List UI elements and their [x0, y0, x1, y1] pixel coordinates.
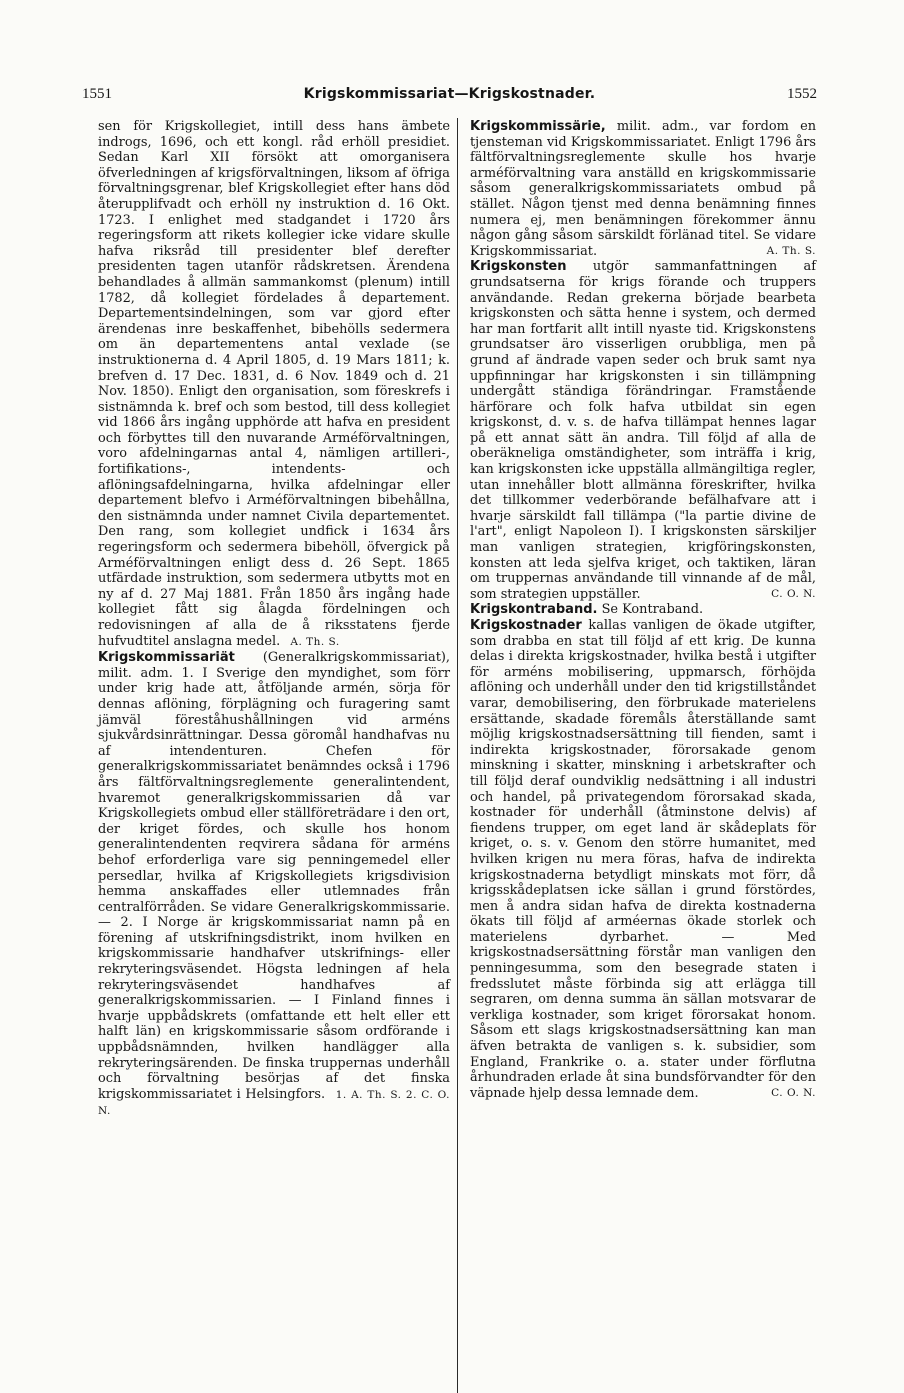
entry-headword: Krigskostnader — [470, 618, 582, 633]
continuation-body: sen för Krigskollegiet, intill dess hans ämbete indrogs, 1696, och ett kongl. råd erhöll presidiet. Sedan Karl XII försökt att omorganisera öfverledningen af krigsförvaltningen, liksom af öfriga förvaltningsgrenar, blef Krigskollegiet efter hans död återupplifvadt och erhöll ny instruktion d. 16 Okt. 1723. I enlighet med stadgandet i 1720 års regeringsform att rikets kollegier icke vidare skulle hafva riksråd till presidenter blef derefter presidenten tagen utanför rådskretsen. Ärendena behandlades å allmän sammankomst (plenum) intill 1782, då kollegiet fördelades å departement. Departementsindelningen, som var gjord efter ärendenas inre beskaffenhet, bibehölls sedermera om än departementens antal vexlade (se instruktionerna d. 4 April 1805, d. 19 Mars 1811; k. brefven d. 17 Dec. 1831, d. 6 Nov. 1849 och d. 21 Nov. 1850). Enligt den organisation, som föreskrefs i sistnämnda k. bref och som bestod, till dess kollegiet vid 1866 års ingång upphörde att hafva en president och förbyttes till den nuvarande Arméförvaltningen, voro afdelningarnas antal 4, nämligen artilleri-, fortifikations-, intendents- och aflöningsafdelningarna, hvilka afdelningar eller departement blefvo i Arméförvaltningen bibehållna, den sistnämnda under namnet Civila departementet. Den rang, som kollegiet undfick i 1634 års regeringsform och sedermera bibehöll, öfvergick på Arméförvaltningen enligt dess d. 26 Sept. 1865 utfärdade instruktion, som sedermera utbytts mot en ny af d. 27 Maj 1881. Från 1850 års ingång hade kollegiet fått sig ålagda fördelningen och redovisningen af alla de å riksstatens fjerde hufvudtitel anslagna medel. — [98, 119, 450, 649]
entry-body: milit. adm., var fordom en tjensteman vid Krigskommissariatet. Enligt 1796 års fältförvaltningsreglemente skulle hos hvarje arméförvaltning vara anställd en krigskommissarie såsom generalkrigskommissariatets ombud på stället. Någon tjenst med denna benämning finnes numera ej, men benämningen förekommer ännu någon gång såsom särskildt förlänad titel. Se vidare Krigskommissariat. — [470, 119, 816, 259]
entry-krigskommissarie — [470, 119, 816, 259]
signature: C. O. N. — [771, 1086, 816, 1099]
entry-krigskonsten — [470, 259, 816, 602]
entry-body: Se Kontraband. — [601, 602, 704, 618]
left-column — [98, 119, 450, 1120]
entry-krigskontraband — [470, 602, 816, 618]
entry-krigskostnader — [470, 618, 816, 1101]
page-header — [82, 86, 817, 108]
signature: 1. A. Th. S. 2. C. O. N. — [98, 1088, 450, 1118]
entry-headword: Krigskontraband. — [470, 602, 598, 618]
entry-body: (Generalkrigskommissariat), milit. adm. 1. I Sverige den myndighet, som förr under krig hade att, åtföljande armén, sörja för dennas aflöning, förplägning och furagering samt jämväl föreståhushållningen vid arméns sjukvårdsinrättningar. Dessa göromål handhafvas nu af intendenturen. Chefen för generalkrigskommissariatet benämndes också i 1796 års fältförvaltningsreglemente generalintendent, hvaremot generalkrigskommissarien då var Krigskollegiets ombud eller ställföreträdare i den ort, der kriget fördes, och skulle hos honom generalintendenten reqvirera sådana för arméns behof erforderliga vare sig penningemedel eller persedlar, hvilka af Krigskollegiets krigsdivision hemma anskaffades eller utlemnades från centralförråden. Se vidare Generalkrigskommissarie. — 2. I Norge är krigskommissariat namn på en förening af utskrifningsdistrikt, inom hvilken en krigskommissarie handhafver utskrifnings- eller rekryteringsväsendet. Högsta ledningen af hela rekryteringsväsendet handhafves af generalkrigskommissarien. — I Finland finnes i hvarje uppbådskrets (omfattande ett helt eller ett halft län) en krigskommissarie såsom ordförande i uppbådsnämnden, hvilken handlägger alla rekryteringsärenden. De finska truppernas underhåll och förvaltning besörjas af det finska krigskommissariatet i Helsingfors. — [98, 650, 450, 1102]
entry-krigskommissariat — [98, 650, 450, 1120]
entry-body: kallas vanligen de ökade utgifter, som drabba en stat till följd af ett krig. De kunna delas i direkta krigskostnader, hvilka bestå i utgifter för arméns mobilisering, uppmarsch, förhöjda aflöning och underhåll under den tid krigstillståndet varar, demobilisering, den förbrukade materielens ersättande, skadade föremåls återställande samt möjlig krigskostnadsersättning till fienden, samt i indirekta krigskostnader, förorsakade genom minskning i skatter, minskning i arbetskrafter och till följd deraf oundviklig nedsättning i all industri och handel, på privategendom förorsakad skada, kostnader för underhåll (åtminstone delvis) af fiendens trupper, om eget land är skådeplats för kriget, o. s. v. Genom den större humanitet, med hvilken krigen nu mera föras, hafva de indirekta krigskostnaderna betydligt minskats mot förr, då krigsskådeplatsen icke sällan i grund förstördes, men å andra sidan hafva de direkta kostnaderna ökats till följd af arméernas ökade storlek och materielens dyrbarhet. — Med krigskostnadsersättning förstår man vanligen den penningesumma, som den besegrade staten i fredsslutet måste förbinda sig att erlägga till segraren, om denna summa än sällan motsvarar de verkliga kostnader, som kriget förorsakat honom. Såsom ett slags krigskostnadsersättning kan man äfven betrakta de vanligen s. k. subsidier, som England, Frankrike o. a. stater under förflutna århundraden erlade åt sina bundsförvandter för den väpnade hjelp dessa lemnade dem. — [470, 618, 816, 1101]
signature: A. Th. S. — [766, 244, 816, 257]
page-number-left: 1551 — [82, 86, 112, 102]
entry-headword: Krigskommissariät — [98, 650, 235, 666]
column-divider — [457, 118, 458, 1393]
entry-headword: Krigskonsten — [470, 259, 567, 275]
running-title: Krigskommissariat—Krigskostnader. — [303, 86, 596, 102]
continuation-text — [98, 119, 450, 650]
entry-headword: Krigskommissärie, — [470, 119, 606, 134]
page-number-right: 1552 — [786, 86, 817, 102]
right-column — [470, 119, 816, 1101]
signature: A. Th. S. — [290, 635, 340, 648]
signature: C. O. N. — [771, 587, 816, 600]
entry-body: utgör sammanfattningen af grundsatserna för krigs förande och truppers användande. Redan grekerna började bearbeta krigskonsten och sätta henne i system, och dermed har man fortfarit allt intill nyaste tid. Krigskonstens grundsatser äro visserligen orubbliga, men på grund af ändrade vapen seder och bruk samt nya uppfinningar har krigskonsten i sin tillämpning undergått ständiga förändringar. Framstående härförare och folk hafva utbildat sin egen krigskonst, d. v. s. de hafva tillämpat hennes lagar på ett annat sätt än andra. Till följd af alla de oberäkneliga omständigheter, som inträffa i krig, kan krigskonsten icke uppställa allmängiltiga regler, utan innehåller blott allmänna föreskrifter, hvilka det tillkommer vederbörande befälhafvare att i hvarje särskildt fall tillämpa ("la partie divine de l'art", enligt Napoleon I). I krigskonsten särskiljer man vanligen strategien, krigföringskonsten, konsten att leda sjelfva kriget, och taktiken, läran om truppernas användande till vinnande af de mål, som strategien uppställer. — [470, 259, 816, 602]
